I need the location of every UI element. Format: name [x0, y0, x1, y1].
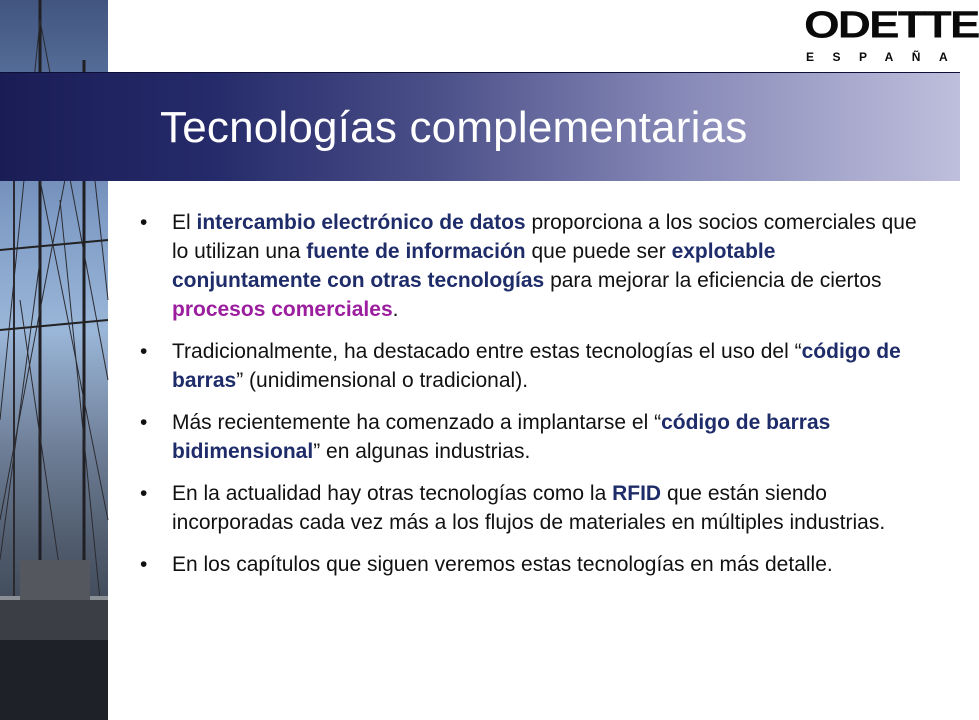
bullet-item — [140, 550, 930, 579]
bullet-highlight: código de barras — [172, 340, 901, 392]
bullet-text: En la actualidad hay otras tecnologías como la — [172, 482, 613, 505]
bullet-highlight: explotable conjuntamente con otras tecnologías — [172, 240, 776, 292]
bullet-item — [140, 408, 930, 466]
logo-wordmark: ODETTE — [804, 2, 979, 46]
bullet-highlight: fuente de información — [306, 240, 526, 263]
bullet-list — [140, 208, 930, 592]
bullet-text: para mejorar la eficiencia de ciertos — [544, 269, 882, 292]
bullet-item — [140, 337, 930, 395]
bullet-text: ” en algunas industrias. — [313, 440, 531, 463]
bullet-text: ” (unidimensional o tradicional). — [236, 369, 529, 392]
bullet-highlight: procesos comerciales — [172, 298, 393, 321]
logo-subtext: ESPAÑA — [806, 50, 967, 64]
bullet-text: Más recientemente ha comenzado a implantarse el “ — [172, 411, 662, 434]
bullet-item — [140, 479, 930, 537]
bullet-dot: • — [140, 211, 148, 234]
bullet-highlight: código de barras bidimensional — [172, 411, 831, 463]
bullet-highlight: RFID — [612, 482, 662, 505]
bullet-text: En los capítulos que siguen veremos estas tecnologías en más detalle. — [172, 553, 833, 576]
odette-espana-logo — [800, 2, 979, 68]
bullet-dot: • — [140, 553, 148, 576]
slide-title: Tecnologías complementarias — [160, 103, 748, 152]
bullet-text: que están siendo incorporadas cada vez más a los flujos de materiales en múltiples industrias. — [172, 482, 886, 534]
bullet-text: . — [392, 298, 399, 321]
bullet-dot: • — [140, 411, 148, 434]
bullet-dot: • — [140, 482, 148, 505]
bullet-text: proporciona a los socios comerciales que lo utilizan una — [172, 211, 917, 263]
bullet-text: Tradicionalmente, ha destacado entre estas tecnologías el uso del “ — [172, 340, 802, 363]
bullet-dot: • — [140, 340, 148, 363]
bullet-highlight: intercambio electrónico de datos — [196, 211, 526, 234]
bullet-text: que puede ser — [525, 240, 672, 263]
bullet-text: El — [172, 211, 197, 234]
bullet-item — [140, 208, 930, 324]
